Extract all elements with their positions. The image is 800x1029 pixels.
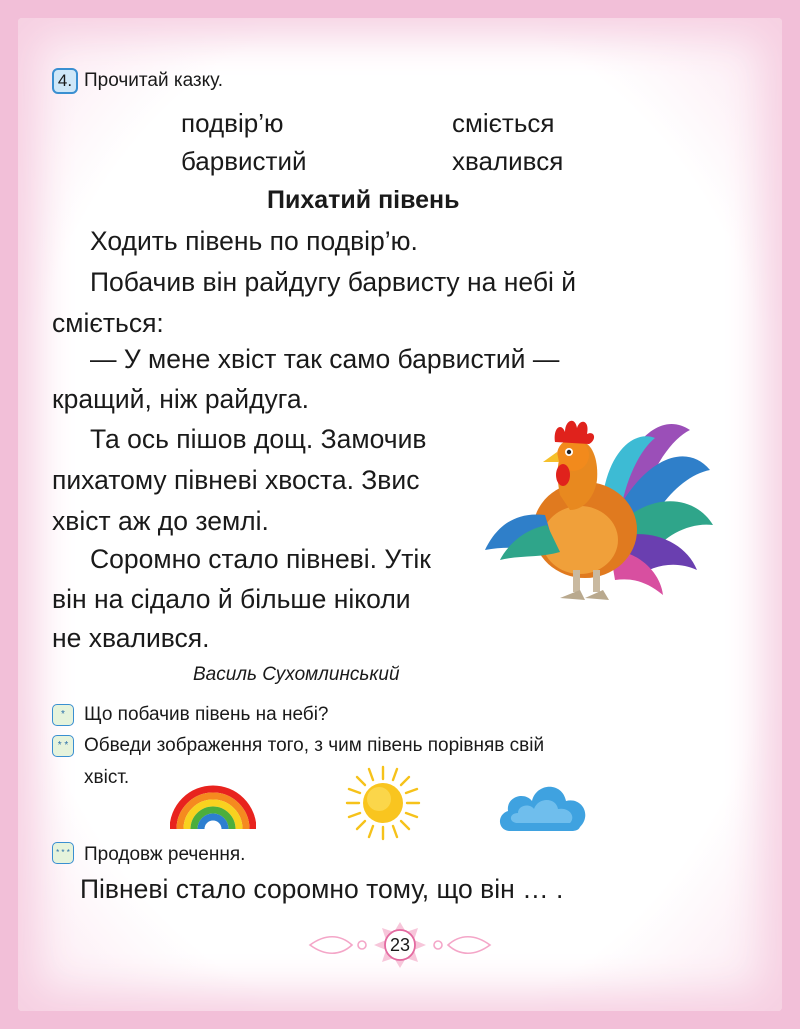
task-number-badge bbox=[52, 68, 78, 94]
story-line: Ходить півень по подвір’ю. bbox=[90, 226, 418, 256]
story-line: він на сідало й більше ніколи bbox=[52, 584, 411, 614]
story-line: не хвалився. bbox=[52, 623, 210, 653]
story-line: сміється: bbox=[52, 308, 164, 338]
story-line: хвіст аж до землі. bbox=[52, 506, 269, 536]
vocab-word-3: барвистий bbox=[181, 146, 307, 176]
task-number: 4. bbox=[57, 71, 73, 90]
cloud-icon[interactable] bbox=[496, 775, 592, 833]
story-line: Побачив він райдугу барвисту на небі й bbox=[90, 267, 577, 297]
story-line: Соромно стало півневі. Утік bbox=[90, 544, 431, 574]
story-line: — У мене хвіст так само барвистий — bbox=[90, 344, 560, 374]
page-number-ornament bbox=[300, 922, 500, 968]
story-line: Та ось пішов дощ. Замочив bbox=[90, 424, 427, 454]
vocab-word-4: хвалився bbox=[452, 146, 564, 176]
sun-icon[interactable] bbox=[345, 765, 421, 841]
star-marks: * * * bbox=[56, 848, 70, 857]
rooster-picture bbox=[485, 400, 720, 615]
story-line: кращий, ніж райдуга. bbox=[52, 384, 309, 414]
question-two-line-1: Обведи зображення того, з чим півень порівняв свій bbox=[84, 735, 545, 756]
task-instruction: Прочитай казку. bbox=[84, 70, 224, 91]
vocab-word-2: сміється bbox=[452, 108, 555, 138]
star-marks: * * bbox=[57, 740, 69, 751]
sentence-to-complete: Півневі стало соромно тому, що він … . bbox=[80, 874, 564, 904]
vocab-word-1: подвір’ю bbox=[181, 108, 284, 138]
star-marks: * bbox=[61, 709, 65, 720]
story-title: Пихатий півень bbox=[267, 186, 460, 214]
question-two-line-2: хвіст. bbox=[84, 767, 130, 788]
story-author: Василь Сухомлинський bbox=[193, 664, 400, 685]
page-number: 23 bbox=[389, 934, 411, 955]
difficulty-two-star-icon bbox=[52, 735, 74, 757]
question-one: Що побачив півень на небі? bbox=[84, 704, 329, 725]
rainbow-icon[interactable] bbox=[170, 783, 256, 829]
difficulty-three-star-icon bbox=[52, 842, 74, 864]
question-three: Продовж речення. bbox=[84, 844, 246, 865]
difficulty-one-star-icon bbox=[52, 704, 74, 726]
story-line: пихатому півневі хвоста. Звис bbox=[52, 465, 420, 495]
